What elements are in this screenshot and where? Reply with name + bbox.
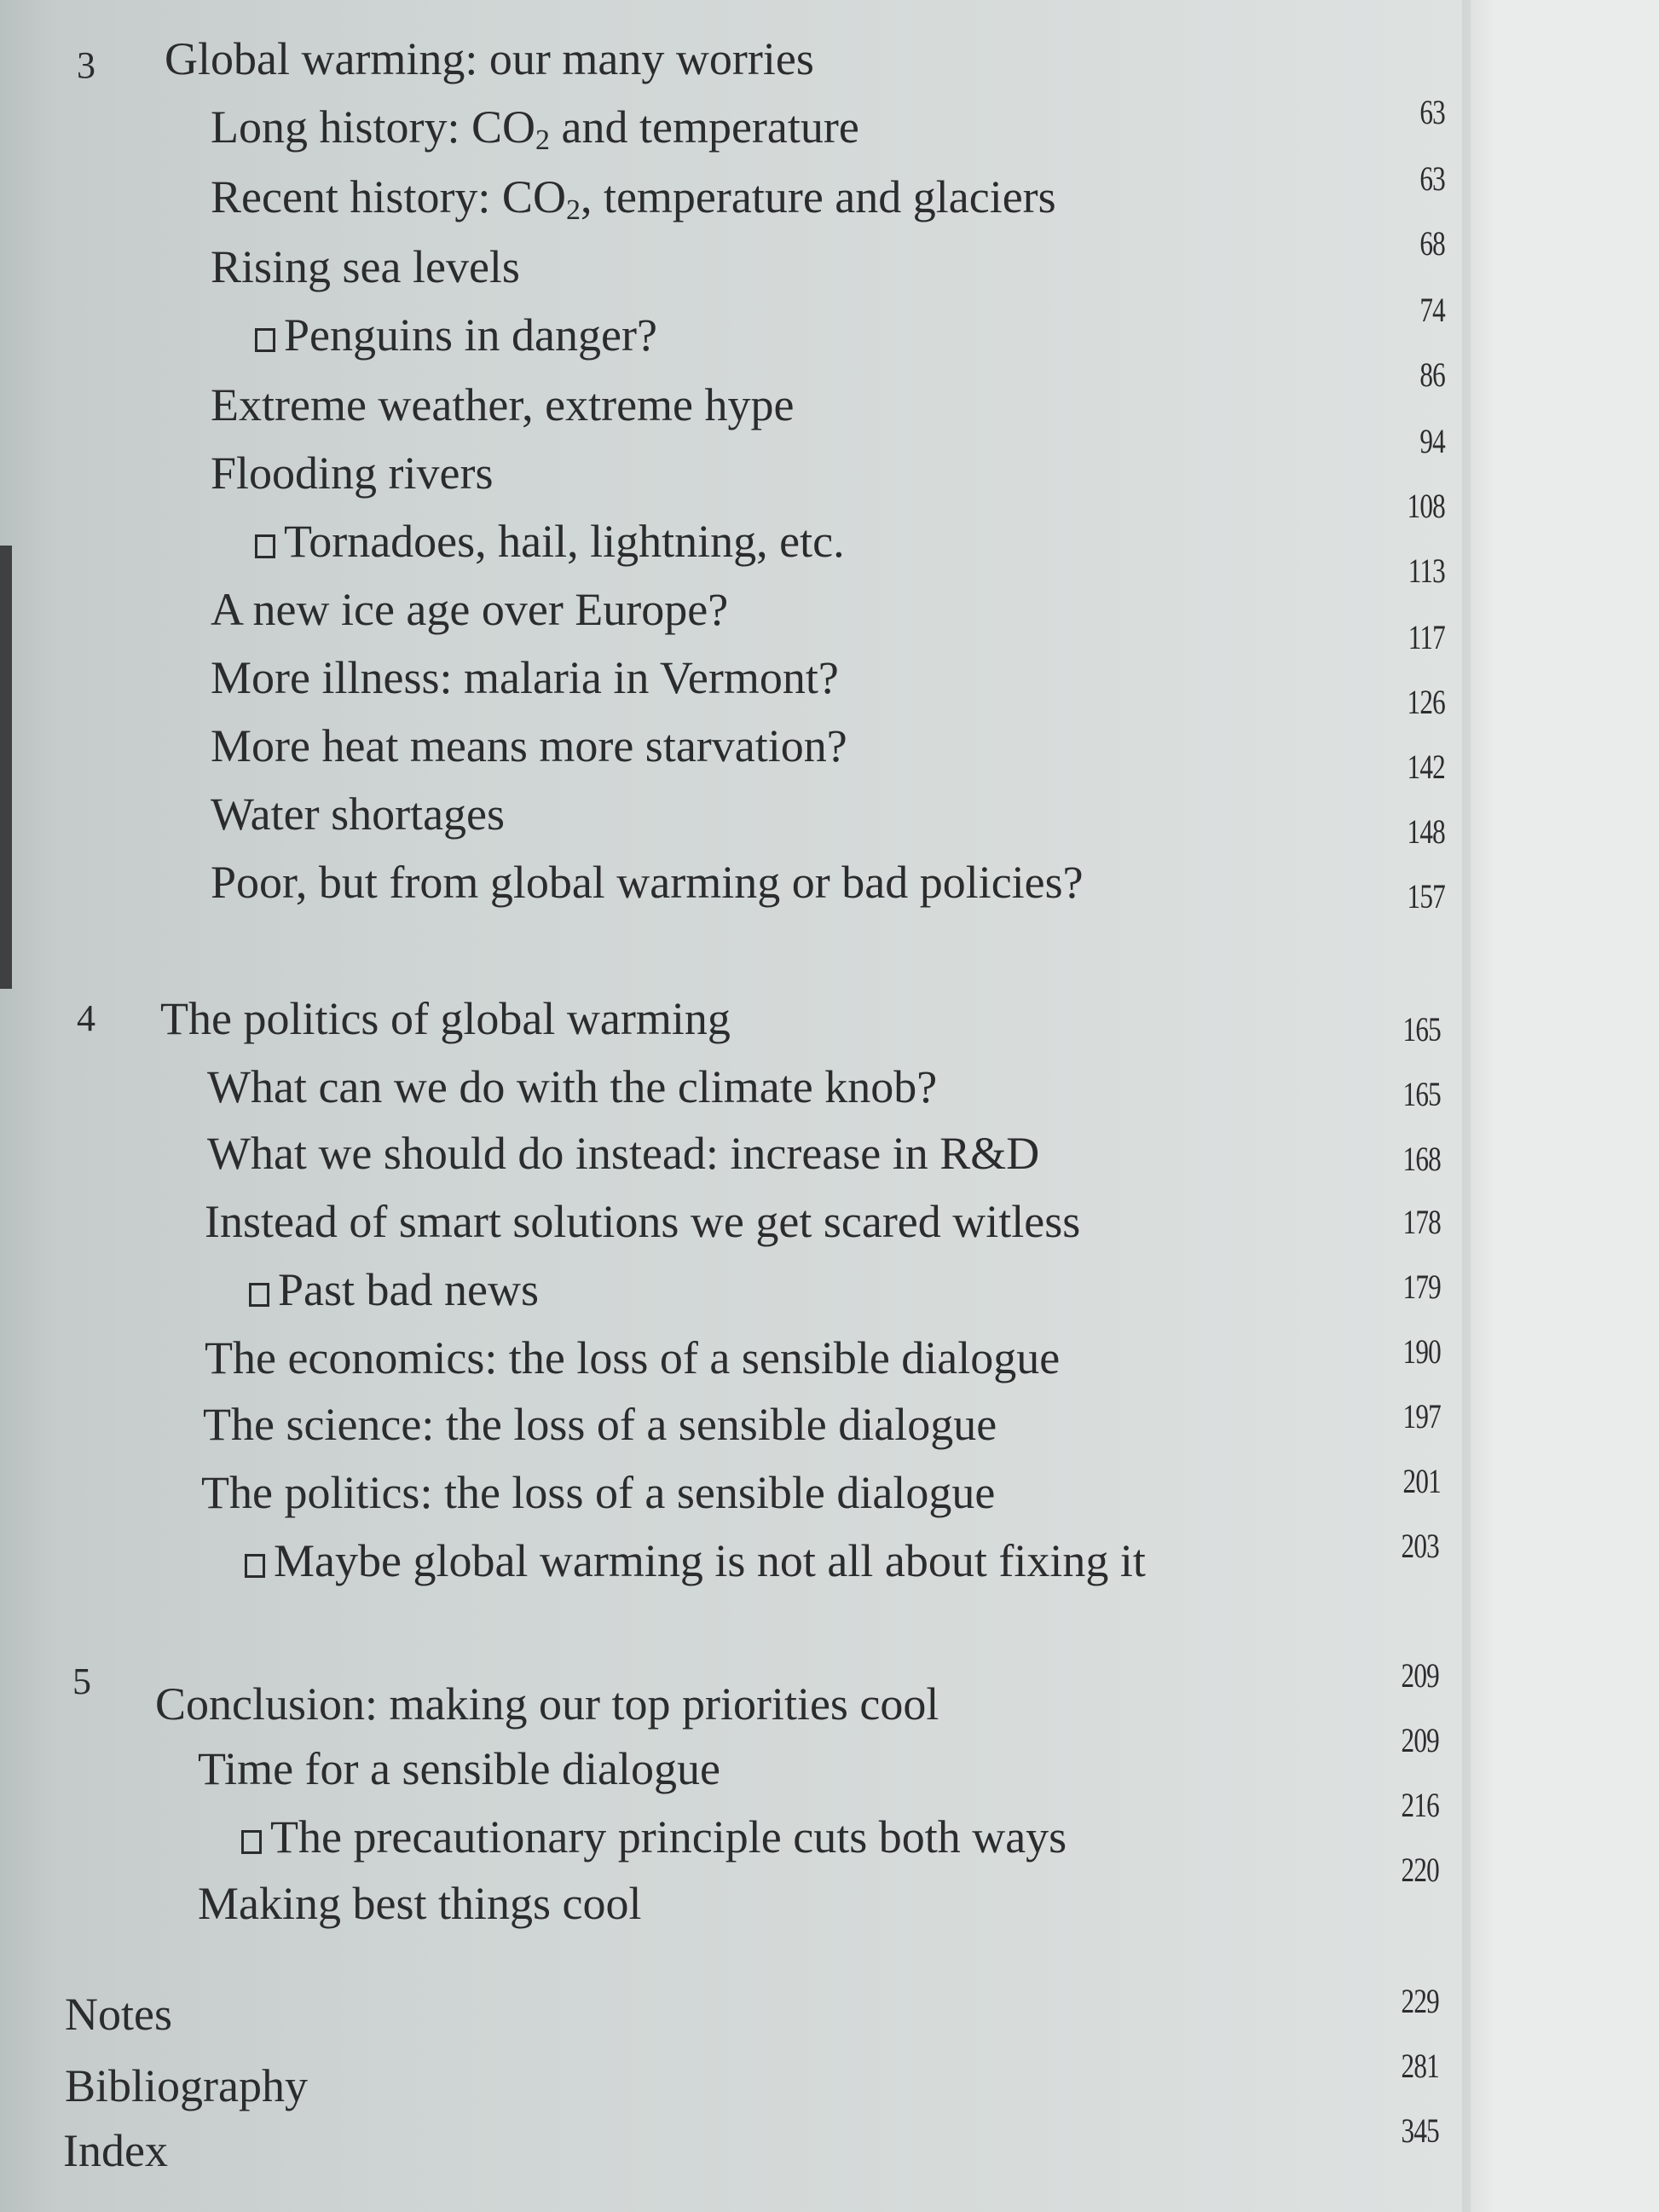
toc-entry: Extreme weather, extreme hype [211, 379, 795, 430]
spine-shadow [0, 546, 12, 989]
page-number: 178 [1402, 1203, 1441, 1241]
chapter-title: The politics of global warming [160, 993, 731, 1044]
page-number: 63 [1419, 159, 1445, 198]
back-matter-bibliography: Bibliography [65, 2060, 308, 2111]
toc-entry-boxed: Maybe global warming is not all about fixing it [245, 1531, 1146, 1591]
page-number: 168 [1402, 1140, 1441, 1178]
toc-entry: The science: the loss of a sensible dialogue [203, 1399, 997, 1450]
toc-entry: Flooding rivers [211, 448, 494, 499]
page-number: 68 [1419, 224, 1445, 263]
box-icon [255, 534, 275, 558]
toc-entry: Recent history: $CO_2$, temperature and glaciers [211, 171, 1056, 226]
back-matter-index: Index [63, 2125, 168, 2176]
box-icon [249, 1283, 269, 1307]
page-number: 74 [1419, 291, 1445, 329]
toc-entry: Poor, but from global warming or bad policies? [211, 857, 1084, 908]
toc-entry-boxed: Penguins in danger? [255, 305, 657, 365]
toc-entry: Making best things cool [198, 1878, 642, 1929]
page-number: 94 [1419, 422, 1445, 460]
toc-entry: Rising sea levels [211, 241, 520, 292]
page-number: 209 [1401, 1656, 1439, 1695]
page-number: 209 [1401, 1721, 1439, 1759]
page-number: 117 [1408, 618, 1445, 656]
page-number: 63 [1419, 93, 1445, 131]
toc-entry-boxed: Tornadoes, hail, lightning, etc. [255, 511, 845, 571]
chapter-number: 3 [77, 44, 95, 86]
chapter-title: Conclusion: making our top priorities cool [155, 1678, 939, 1730]
page-number: 165 [1402, 1010, 1441, 1048]
page-number: 86 [1419, 355, 1445, 394]
page-number: 108 [1407, 487, 1445, 525]
toc-entry: What can we do with the climate knob? [207, 1061, 938, 1112]
toc-entry: The economics: the loss of a sensible dialogue [205, 1332, 1061, 1383]
toc-entry: More heat means more starvation? [211, 720, 847, 771]
page-number: 197 [1402, 1397, 1441, 1435]
chapter-number: 4 [77, 997, 95, 1039]
page-number: 157 [1407, 877, 1445, 915]
page-number: 281 [1401, 2047, 1439, 2085]
page-number: 203 [1401, 1527, 1439, 1565]
toc-entry: Water shortages [211, 788, 506, 840]
page-number: 201 [1402, 1462, 1441, 1500]
toc-entry: Long history: $CO_2$ and temperature [211, 101, 859, 156]
toc-entry: A new ice age over Europe? [211, 584, 729, 635]
page-number: 165 [1402, 1075, 1441, 1113]
page-number: 229 [1401, 1982, 1439, 2020]
page-edge [1462, 0, 1496, 2212]
toc-entry: Instead of smart solutions we get scared witless [205, 1196, 1081, 1247]
box-icon [245, 1554, 265, 1578]
toc-entry-boxed: The precautionary principle cuts both ways [241, 1807, 1066, 1867]
page-number: 142 [1407, 748, 1445, 786]
box-icon [255, 328, 275, 352]
toc-entry: Time for a sensible dialogue [198, 1743, 720, 1794]
box-icon [241, 1830, 262, 1854]
page-number: 216 [1401, 1786, 1439, 1824]
toc-entry: More illness: malaria in Vermont? [211, 652, 839, 703]
back-matter-notes: Notes [65, 1989, 172, 2040]
page-number: 148 [1407, 812, 1445, 851]
page-number: 126 [1407, 683, 1445, 721]
chapter-title: Global warming: our many worries [165, 33, 814, 84]
page-number: 190 [1402, 1332, 1441, 1371]
toc-entry-boxed: Past bad news [249, 1260, 539, 1320]
page-number: 345 [1401, 2111, 1439, 2150]
toc-entry: What we should do instead: increase in R&D [207, 1128, 1040, 1179]
page-number: 113 [1408, 552, 1445, 590]
toc-entry: The politics: the loss of a sensible dialogue [201, 1467, 996, 1518]
page-number: 220 [1401, 1851, 1439, 1889]
page-number: 179 [1402, 1268, 1441, 1306]
chapter-number: 5 [72, 1660, 91, 1702]
